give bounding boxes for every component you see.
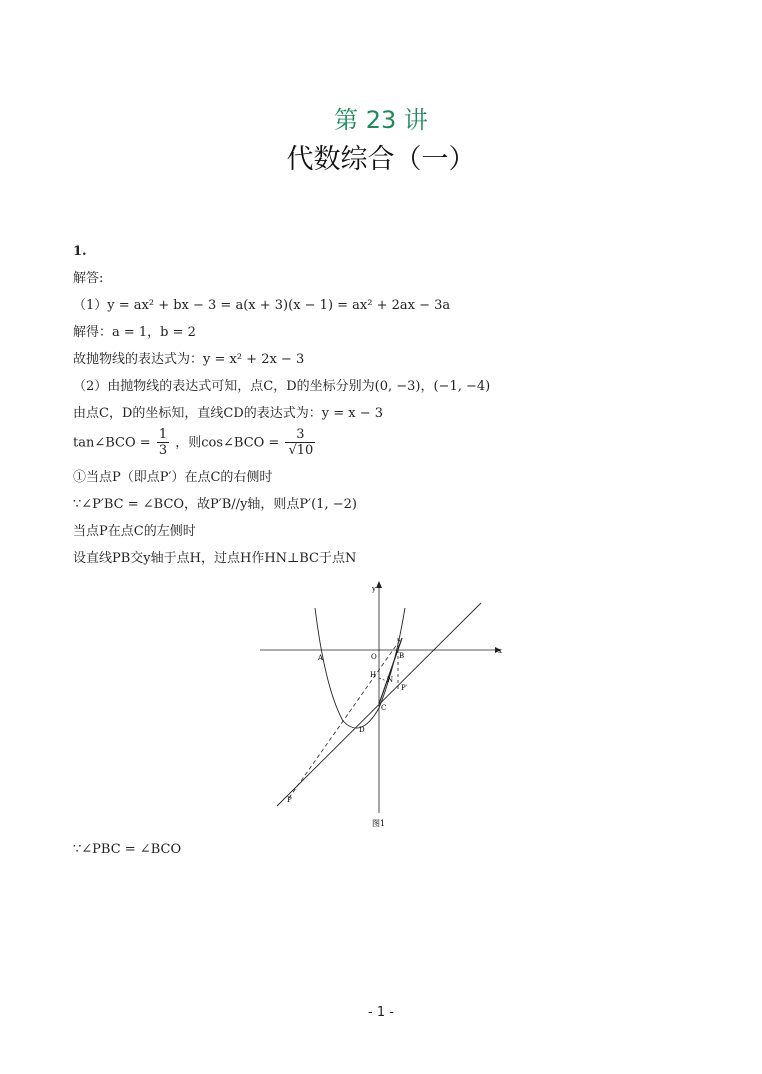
fraction-numerator: 1 <box>158 427 168 442</box>
case-2-construction: 设直线PB交y轴于点H，过点H作HN⊥BC于点N <box>73 551 357 566</box>
label-c: C <box>381 704 387 712</box>
solution-line-1: （1）y = ax² + bx − 3 = a(x + 3)(x − 1) = ax² + 2ax − 3a <box>73 298 451 313</box>
label-y: y <box>372 585 376 593</box>
figure-caption: 图1 <box>372 819 386 828</box>
case-1-result: ∵∠P′BC = ∠BCO，故P′B//y轴，则点P′(1, −2) <box>73 497 357 512</box>
label-b: B <box>399 652 405 660</box>
tan-cos-line <box>73 428 317 458</box>
line-pb <box>289 640 400 798</box>
case-2-line: 当点P在点C的左侧时 <box>73 524 196 539</box>
label-p: P <box>287 796 292 804</box>
solution-line-3: 故抛物线的表达式为：y = x² + 2x − 3 <box>73 352 305 367</box>
tan-lhs: tan∠BCO = <box>73 435 151 451</box>
page-title: 代数综合（一） <box>286 144 476 175</box>
fraction-three-root-ten <box>285 428 315 458</box>
case-1-line: ①当点P（即点P′）在点C的右侧时 <box>73 470 273 485</box>
fraction-denominator: √10 <box>288 443 314 458</box>
answer-label: 解答: <box>73 271 104 286</box>
fraction-denominator: 3 <box>158 443 168 458</box>
fraction-one-third <box>157 428 169 458</box>
after-figure-line: ∵∠PBC = ∠BCO <box>73 842 182 857</box>
label-d: D <box>359 726 365 734</box>
line-cb <box>379 638 405 704</box>
label-o: O <box>371 653 377 661</box>
solution-line-4: （2）由抛物线的表达式可知，点C，D的坐标分别为(0, −3)，(−1, −4) <box>73 379 491 394</box>
solution-line-5: 由点C，D的坐标知，直线CD的表达式为：y = x − 3 <box>73 406 384 421</box>
label-h: H <box>370 671 377 679</box>
label-n: N <box>387 676 394 684</box>
label-p-prime: P′ <box>401 684 408 692</box>
lecture-number: 第 23 讲 <box>334 106 428 134</box>
page-number: - 1 - <box>368 1005 394 1020</box>
solution-line-2: 解得：a = 1，b = 2 <box>73 325 196 340</box>
y-axis-arrow <box>376 581 382 588</box>
label-a: A <box>318 654 324 662</box>
cos-text: ，则cos∠BCO = <box>175 435 280 451</box>
fraction-numerator: 3 <box>285 428 315 443</box>
label-x: x <box>498 647 502 655</box>
question-number: 1. <box>73 244 87 259</box>
geometry-figure <box>255 578 505 833</box>
